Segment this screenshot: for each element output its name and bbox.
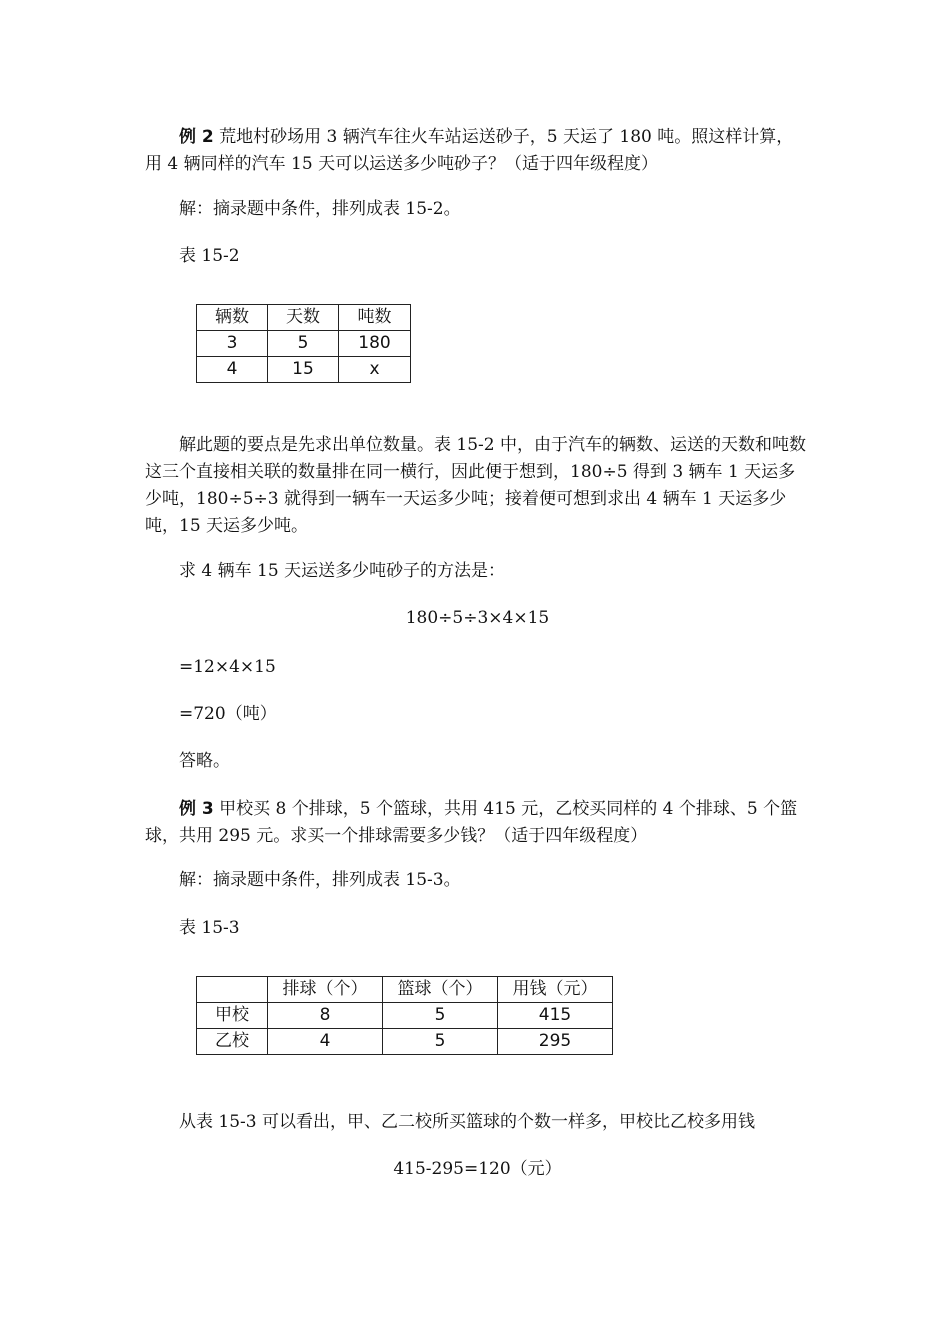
table-header-cell: 天数 (268, 305, 339, 331)
table-row (197, 1029, 613, 1055)
example2-step2: =720（吨） (179, 704, 277, 724)
example2-problem (145, 124, 810, 178)
table-cell: 5 (383, 1029, 498, 1055)
example2-table-caption: 表 15-2 (179, 246, 240, 266)
table-row (197, 357, 411, 383)
table-header-cell: 辆数 (197, 305, 268, 331)
example3-label: 例 3 (179, 799, 214, 819)
table-header-cell: 用钱（元） (498, 977, 613, 1003)
table-cell: x (339, 357, 411, 383)
table-cell: 4 (197, 357, 268, 383)
table-header-cell: 吨数 (339, 305, 411, 331)
example3-problem (145, 796, 810, 850)
table-cell: 415 (498, 1003, 613, 1029)
table-row (197, 331, 411, 357)
example2-method-intro: 求 4 辆车 15 天运送多少吨砂子的方法是： (179, 561, 506, 581)
example2-answer: 答略。 (179, 751, 230, 771)
table-cell: 8 (268, 1003, 383, 1029)
example3-solution-intro: 解：摘录题中条件，排列成表 15-3。 (179, 870, 461, 890)
example2-problem-text: 荒地村砂场用 3 辆汽车往火车站运送砂子，5 天运了 180 吨。照这样计算，用 4 辆同样的汽车 15 天可以运送多少吨砂子？（适于四年级程度） (145, 127, 794, 174)
example3-formula: 415-295=120（元） (393, 1159, 562, 1179)
example2-step1: =12×4×15 (179, 657, 276, 677)
table-cell: 15 (268, 357, 339, 383)
example2-label: 例 2 (179, 127, 214, 147)
example2-analysis: 解此题的要点是先求出单位数量。表 15-2 中，由于汽车的辆数、运送的天数和吨数这三个直接相关联的数量排在同一横行，因此便于想到，180÷5 得到 3 辆车 1 天运多少吨，180÷5÷3 就得到一辆车一天运多少吨；接着便可想到求出 4 辆车 1 天运多少吨，15 天运多少吨。 (145, 435, 806, 536)
table-header-row (197, 305, 411, 331)
table-row (197, 1003, 613, 1029)
example3-problem-text: 甲校买 8 个排球，5 个篮球，共用 415 元，乙校买同样的 4 个排球、5 个篮球，共用 295 元。求买一个排球需要多少钱？（适于四年级程度） (145, 799, 798, 846)
table-cell: 180 (339, 331, 411, 357)
table-cell: 295 (498, 1029, 613, 1055)
example3-table-caption: 表 15-3 (179, 918, 240, 938)
table-cell: 5 (268, 331, 339, 357)
table-header-cell (197, 977, 268, 1003)
table-header-cell: 篮球（个） (383, 977, 498, 1003)
table-15-3 (196, 976, 613, 1055)
example2-formula: 180÷5÷3×4×15 (405, 608, 550, 628)
example2-solution-intro: 解：摘录题中条件，排列成表 15-2。 (179, 199, 461, 219)
table-cell: 5 (383, 1003, 498, 1029)
table-cell: 乙校 (197, 1029, 268, 1055)
table-header-cell: 排球（个） (268, 977, 383, 1003)
table-cell: 甲校 (197, 1003, 268, 1029)
table-cell: 4 (268, 1029, 383, 1055)
example3-analysis: 从表 15-3 可以看出，甲、乙二校所买篮球的个数一样多，甲校比乙校多用钱 (179, 1112, 755, 1132)
table-cell: 3 (197, 331, 268, 357)
table-15-2 (196, 304, 411, 383)
table-header-row (197, 977, 613, 1003)
